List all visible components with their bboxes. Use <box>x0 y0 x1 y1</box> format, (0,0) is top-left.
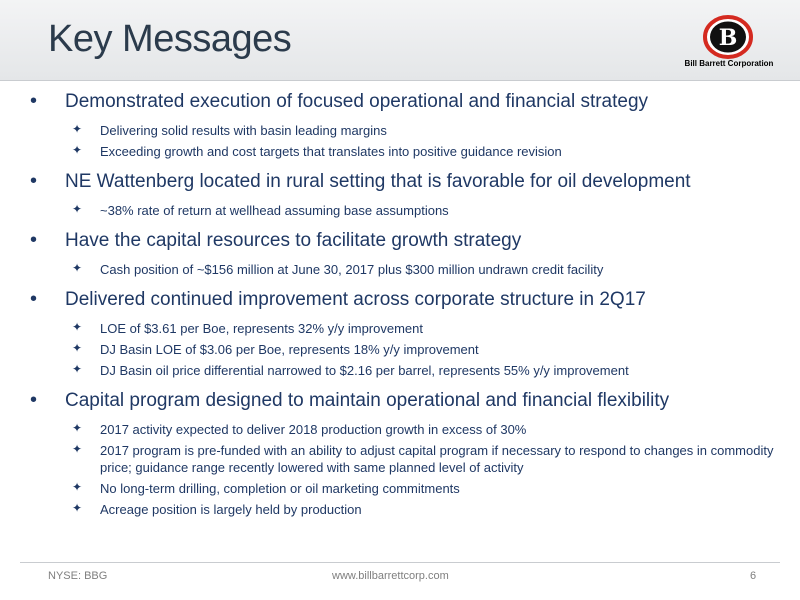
company-logo <box>658 6 798 72</box>
bullet-list <box>0 88 800 526</box>
sub-bullet-list <box>0 202 800 219</box>
sub-bullet <box>72 320 800 337</box>
footer-divider <box>20 562 780 563</box>
sub-bullet-text: DJ Basin oil price differential narrowed to $2.16 per barrel, represents 55% y/y improvement <box>100 363 629 378</box>
sub-bullet-list <box>0 421 800 518</box>
sub-bullet-star-icon: ✦ <box>72 480 83 494</box>
sub-bullet-text: Acreage position is largely held by production <box>100 502 362 517</box>
sub-bullet-star-icon: ✦ <box>72 501 83 515</box>
sub-bullet-list <box>0 320 800 379</box>
sub-bullet <box>72 341 800 358</box>
sub-bullet-text: ~38% rate of return at wellhead assuming base assumptions <box>100 203 449 218</box>
sub-bullet-star-icon: ✦ <box>72 122 83 136</box>
main-bullet <box>30 286 800 316</box>
bullet-dot-icon: • <box>30 90 38 112</box>
main-bullet <box>30 88 800 118</box>
bullet-dot-icon: • <box>30 229 38 251</box>
slide-header <box>0 0 800 81</box>
sub-bullet-text: Exceeding growth and cost targets that translates into positive guidance revision <box>100 144 562 159</box>
main-bullet-text: Capital program designed to maintain operational and financial flexibility <box>65 390 670 411</box>
main-bullet <box>30 168 800 198</box>
slide-title: Key Messages <box>48 18 292 60</box>
sub-bullet-text: Delivering solid results with basin leading margins <box>100 123 387 138</box>
sub-bullet <box>72 362 800 379</box>
sub-bullet <box>72 122 800 139</box>
footer-ticker: NYSE: BBG <box>48 570 108 582</box>
main-bullet <box>30 227 800 257</box>
sub-bullet-star-icon: ✦ <box>72 341 83 355</box>
sub-bullet <box>72 480 800 497</box>
svg-text:B: B <box>718 25 738 51</box>
bullet-dot-icon: • <box>30 389 38 411</box>
sub-bullet-star-icon: ✦ <box>72 320 83 334</box>
sub-bullet-star-icon: ✦ <box>72 261 83 275</box>
sub-bullet-star-icon: ✦ <box>72 421 83 435</box>
logo-company-name: Bill Barrett Corporation <box>684 59 774 68</box>
sub-bullet-star-icon: ✦ <box>72 442 83 456</box>
sub-bullet-text: Cash position of ~$156 million at June 30, 2017 plus $300 million undrawn credit facility <box>100 262 604 277</box>
sub-bullet-text: DJ Basin LOE of $3.06 per Boe, represents 18% y/y improvement <box>100 342 479 357</box>
sub-bullet <box>72 143 800 160</box>
sub-bullet <box>72 261 800 278</box>
bullet-dot-icon: • <box>30 288 38 310</box>
sub-bullet-text: No long-term drilling, completion or oil marketing commitments <box>100 481 460 496</box>
bill-barrett-logo-icon <box>702 14 754 60</box>
main-bullet-text: Demonstrated execution of focused operational and financial strategy <box>65 91 649 112</box>
sub-bullet-text: LOE of $3.61 per Boe, represents 32% y/y improvement <box>100 321 424 336</box>
page-number: 6 <box>750 570 757 582</box>
sub-bullet <box>72 421 800 438</box>
main-bullet <box>30 387 800 417</box>
sub-bullet-text: 2017 activity expected to deliver 2018 production growth in excess of 30% <box>100 422 527 437</box>
sub-bullet <box>72 501 800 518</box>
bullet-dot-icon: • <box>30 170 38 192</box>
sub-bullet <box>72 442 800 476</box>
sub-bullet-star-icon: ✦ <box>72 143 83 157</box>
sub-bullet-star-icon: ✦ <box>72 362 83 376</box>
sub-bullet-list <box>0 261 800 278</box>
sub-bullet-list <box>0 122 800 160</box>
sub-bullet-text: 2017 program is pre-funded with an ability to adjust capital program if necessary to respond to changes in commodity price; guidance range recently lowered with same planned level of activity <box>100 443 774 475</box>
footer-website[interactable]: www.billbarrettcorp.com <box>332 570 449 582</box>
main-bullet-text: Have the capital resources to facilitate growth strategy <box>65 230 522 251</box>
sub-bullet <box>72 202 800 219</box>
main-bullet-text: NE Wattenberg located in rural setting that is favorable for oil development <box>65 171 691 192</box>
main-bullet-text: Delivered continued improvement across corporate structure in 2Q17 <box>65 289 646 310</box>
sub-bullet-star-icon: ✦ <box>72 202 83 216</box>
